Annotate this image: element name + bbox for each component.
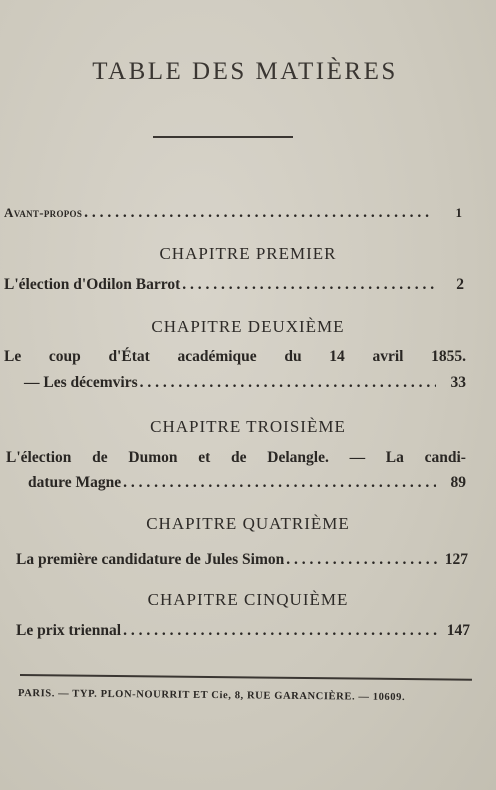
toc-page-number: 33 [450,374,466,391]
dot-leader [182,276,434,294]
toc-page-number: 147 [446,622,470,639]
chapter-heading: CHAPITRE QUATRIÈME [146,514,350,533]
word: Delangle. [267,449,329,466]
toc-entry-line [4,348,466,366]
dot-leader [84,204,432,222]
toc-entry-label: La première candidature de Jules Simon [16,551,285,568]
toc-page-number: 2 [456,276,464,293]
printer-imprint: PARIS. — TYP. PLON-NOURRIT ET Cie, 8, RUE GARANCIÈRE. — 10609. [17,688,406,704]
toc-entry-line [6,449,466,467]
word: candi- [424,449,466,466]
toc-entry-label: L'élection d'Odilon Barrot [4,276,181,293]
title-rule [153,136,293,138]
word: du [284,348,302,365]
toc-entry-avant-propos [4,204,462,222]
toc-entry [16,551,468,569]
word: 1855. [431,348,466,365]
toc-entry-label: — Les décemvirs [24,374,138,391]
word: L'élection [6,449,72,466]
word: — [349,449,366,466]
word: Dumon [128,449,178,466]
word: coup [48,348,81,365]
word: 14 [329,348,345,365]
chapter-heading: CHAPITRE TROISIÈME [150,417,346,436]
page-title: TABLE DES MATIÈRES [92,58,398,85]
toc-entry [16,622,470,640]
dot-leader [286,551,438,569]
word: La [385,449,404,466]
dot-leader [123,622,440,640]
word: et [198,449,211,466]
toc-entry-label: Le prix triennal [16,622,122,639]
toc-page-number: 127 [444,551,468,568]
chapter-heading: CHAPITRE DEUXIÈME [151,317,345,336]
toc-entry-label: Avant-propos [4,205,83,220]
word: de [231,449,247,466]
word: Le [4,348,22,365]
toc-entry [4,276,464,294]
word: d'État [108,348,150,365]
toc-page-number: 89 [450,474,466,491]
word: avril [372,348,404,365]
toc-page-number: 1 [455,205,462,220]
footer-rule [20,674,472,681]
word: académique [177,348,257,365]
toc-entry [24,374,466,392]
dot-leader [123,474,436,492]
chapter-heading: CHAPITRE CINQUIÈME [147,590,349,609]
toc-entry-label: dature Magne [28,474,122,491]
dot-leader [140,374,436,392]
chapter-heading: CHAPITRE PREMIER [159,244,337,263]
word: de [92,449,108,466]
toc-entry [28,474,466,492]
